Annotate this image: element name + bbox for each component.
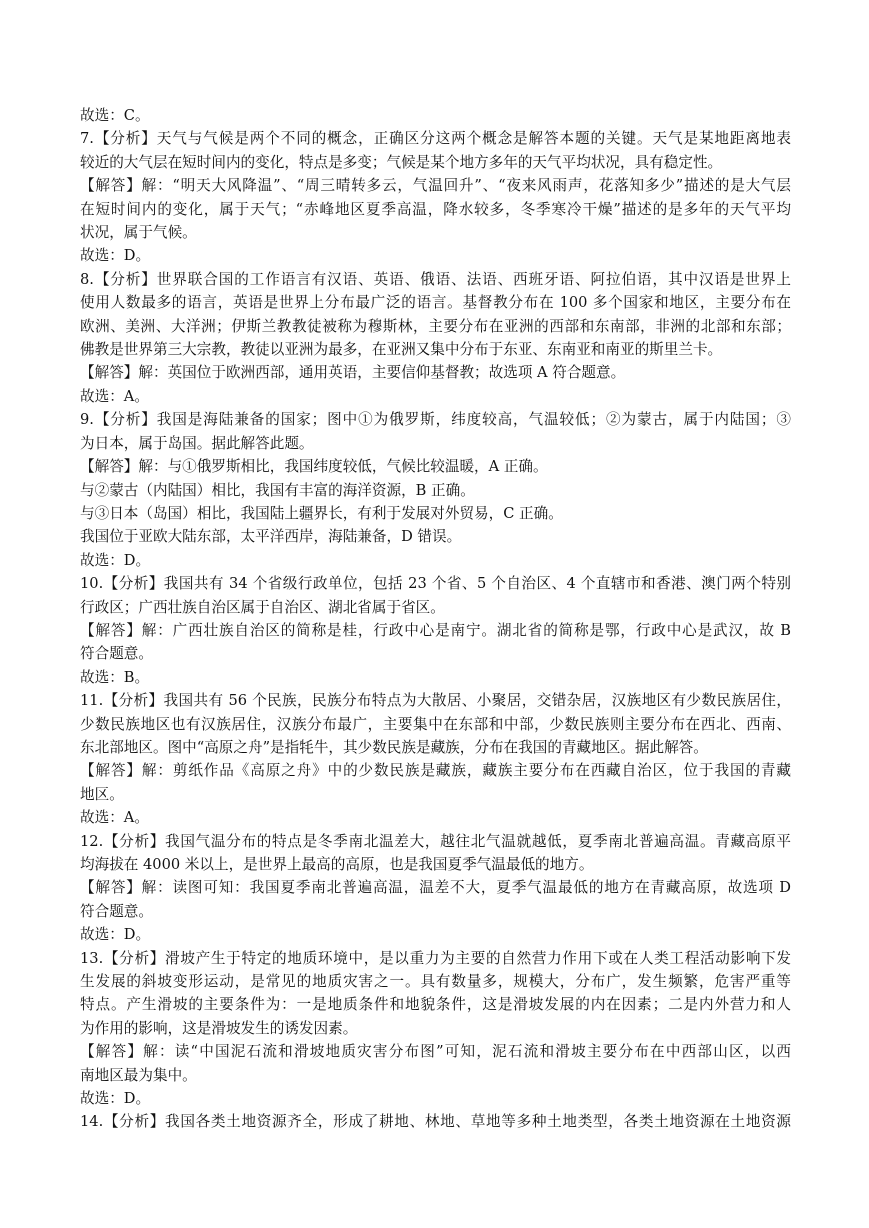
- text-line: 故选：D。: [80, 551, 151, 569]
- text-line: 【解答】解：剪纸作品《高原之舟》中的少数民族是藏族，藏族主要分布在西藏自治区，位于我国的青藏: [80, 762, 791, 780]
- text-line: 10.【分析】我国共有 34 个省级行政单位，包括 23 个省、5 个自治区、4 个直辖市和香港、澳门两个特别: [80, 575, 791, 593]
- text-line: 符合题意。: [80, 902, 153, 920]
- text-line: 【解答】解：读“中国泥石流和滑坡地质灾害分布图”可知，泥石流和滑坡主要分布在中西部山区，以西: [80, 1043, 791, 1061]
- text-line: 符合题意。: [80, 645, 153, 663]
- text-line: 地区。: [80, 785, 124, 803]
- text-line: 14.【分析】我国各类土地资源齐全，形成了耕地、林地、草地等多种土地类型，各类土地资源在土地资源: [80, 1113, 791, 1131]
- text-line: 7.【分析】天气与气候是两个不同的概念，正确区分这两个概念是解答本题的关键。天气是某地距离地表: [80, 130, 791, 148]
- text-line: 较近的大气层在短时间内的变化，特点是多变；气候是某个地方多年的天气平均状况，具有稳定性。: [80, 153, 723, 171]
- text-line: 故选：D。: [80, 926, 151, 944]
- text-line: 佛教是世界第三大宗教，教徒以亚洲为最多，在亚洲又集中分布于东亚、东南亚和南亚的斯里兰卡。: [80, 341, 723, 359]
- text-line: 【解答】解：读图可知：我国夏季南北普遍高温，温差不大，夏季气温最低的地方在青藏高原，故选项 D: [80, 879, 791, 897]
- text-line: 【解答】解：广西壮族自治区的简称是桂，行政中心是南宁。湖北省的简称是鄂，行政中心是武汉，故 B: [80, 621, 791, 639]
- text-line: 南地区最为集中。: [80, 1066, 197, 1084]
- text-line: 故选：A。: [80, 809, 149, 827]
- text-line: 故选：A。: [80, 387, 149, 405]
- text-line: 均海拔在 4000 米以上，是世界上最高的高原，也是我国夏季气温最低的地方。: [80, 856, 594, 873]
- text-line: 少数民族地区也有汉族居住，汉族分布最广，主要集中在东部和中部，少数民族则主要分布在西北、西南、: [80, 715, 791, 733]
- text-line: 生发展的斜坡变形运动，是常见的地质灾害之一。具有数量多，规模大，分布广，发生频繁，危害严重等: [80, 973, 791, 991]
- text-line: 为作用的影响，这是滑坡发生的诱发因素。: [80, 1019, 358, 1037]
- text-line: 东北部地区。图中“高原之舟”是指牦牛，其少数民族是藏族，分布在我国的青藏地区。据此解答。: [80, 738, 708, 756]
- text-line: 故选：D。: [80, 247, 151, 265]
- text-line: 状况，属于气候。: [80, 224, 197, 242]
- text-line: 与②蒙古（内陆国）相比，我国有丰富的海洋资源，B 正确。: [80, 481, 475, 499]
- text-line: 欧洲、美洲、大洋洲；伊斯兰教教徒被称为穆斯林，主要分布在亚洲的西部和东南部，非洲的北部和东部；: [80, 317, 791, 335]
- text-line: 故选：C。: [80, 107, 150, 124]
- text-line: 8.【分析】世界联合国的工作语言有汉语、英语、俄语、法语、西班牙语、阿拉伯语，其中汉语是世界上: [80, 270, 791, 288]
- text-line: 【解答】解：“明天大风降温”、“周三晴转多云，气温回升”、“夜来风雨声，花落知多少”描述的是大气层: [80, 177, 791, 195]
- text-line: 【解答】解：与①俄罗斯相比，我国纬度较低，气候比较温暖，A 正确。: [80, 458, 548, 476]
- text-line: 12.【分析】我国气温分布的特点是冬季南北温差大，越往北气温就越低，夏季南北普遍高温。青藏高原平: [80, 832, 791, 850]
- text-line: 我国位于亚欧大陆东部，太平洋西岸，海陆兼备，D 错误。: [80, 528, 462, 546]
- text-line: 使用人数最多的语言，英语是世界上分布最广泛的语言。基督教分布在 100 多个国家和地区，主要分布在: [80, 294, 791, 312]
- text-line: 特点。产生滑坡的主要条件为：一是地质条件和地貌条件，这是滑坡发展的内在因素；二是内外营力和人: [80, 996, 791, 1014]
- text-line: 故选：D。: [80, 1090, 151, 1108]
- text-line: 与③日本（岛国）相比，我国陆上疆界长，有利于发展对外贸易，C 正确。: [80, 504, 563, 522]
- text-line: 在短时间内的变化，属于天气；“赤峰地区夏季高温，降水较多，冬季寒冷干燥”描述的是多年的天气平均: [80, 200, 791, 218]
- text-line: 故选：B。: [80, 668, 150, 686]
- text-line: 【解答】解：英国位于欧洲西部，通用英语，主要信仰基督教；故选项 A 符合题意。: [80, 364, 626, 382]
- text-line: 11.【分析】我国共有 56 个民族，民族分布特点为大散居、小聚居，交错杂居，汉族地区有少数民族居住，: [80, 692, 791, 710]
- text-line: 9.【分析】我国是海陆兼备的国家；图中①为俄罗斯，纬度较高，气温较低；②为蒙古，属于内陆国；③: [80, 411, 791, 429]
- text-line: 为日本，属于岛国。据此解答此题。: [80, 434, 314, 452]
- text-line: 13.【分析】滑坡产生于特定的地质环境中，是以重力为主要的自然营力作用下或在人类工程活动影响下发: [80, 949, 791, 967]
- text-line: 行政区；广西壮族自治区属于自治区、湖北省属于省区。: [80, 598, 445, 616]
